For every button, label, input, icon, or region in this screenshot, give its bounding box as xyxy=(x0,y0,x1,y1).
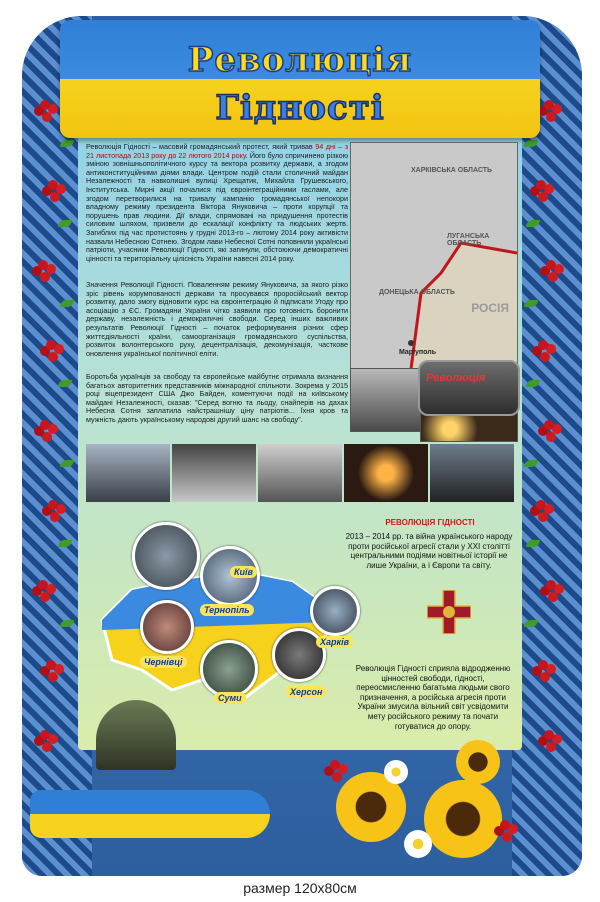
paragraph-intro: Революція Гідності – масовий громадянський протест, який тривав 94 дні – з 21 листопада 2013 року до 22 лютого 2014 року. Його було спричинено різкою зміною зовнішньополітичного курсу та вектора розвитку держави, а згодом антиконституційними діями влади. Центром подій стали столичний майдан Незалежності та навколишні вулиці Хрещатик, Михайла Грушевського, Інститутська. Мирні акції почалися під євроінтеграційними гаслами, але згодом перетворилися на тривалу кампанію громадянської непокори владному режиму президента Віктора Януковича – проти корупції та порушень прав людини. Дії влади, спрямовані на придушення протестів силовим шляхом, призвели до ескалації конфлікту та людських жертв. Загиблих під час протистоянь у грудні 2013-го – лютому 2014 року активісти назвали Небесною Сотнею. Згодом лави Небесної Сотні поповнили українські патріоти, учасники Революції Гідності, які загинули, обстоюючи демократичні цінності та територіальну цілісність України навесні 2014 року. xyxy=(86,142,348,263)
city-label-kherson: Херсон xyxy=(286,686,326,698)
city-label-kyiv: Київ xyxy=(230,566,257,578)
map-frontline xyxy=(351,143,517,369)
paragraph-recognition: Боротьба українців за свободу та європейське майбутнє отримала визнання багатьох авторитетних представників міжнародної спільноти. Зокрема у 2015 році віцепрезидент США Джо Байден, коментуючи події на київському майдані Незалежності, сказав: "Серед вогню та льоду, снайперів на дахах Небесна Сотня заплатила найстрашнішу ціну патріотів... Їхня кров та мужність дають українському народові другий шанс на свободу". xyxy=(86,372,348,424)
title-line-1: Революція xyxy=(187,40,413,80)
soldier-image xyxy=(96,700,176,770)
city-label-chernivtsi: Чернівці xyxy=(140,656,187,668)
photo-circle-kharkiv xyxy=(310,586,360,636)
photo-circle-ternopil xyxy=(140,600,194,654)
photo-circle-crowd xyxy=(132,522,200,590)
map-label-mariupol: Маріуполь xyxy=(399,349,437,356)
maidan-photo xyxy=(350,368,422,432)
medal-label: Революція xyxy=(426,372,486,384)
city-label-ternopil: Тернопіль xyxy=(200,604,254,616)
photo-barricades xyxy=(258,444,342,502)
right-ornament-border xyxy=(512,16,582,876)
map-label-donetsk: ДОНЕЦЬКА ОБЛАСТЬ xyxy=(379,289,455,296)
photo-crowd xyxy=(86,444,170,502)
size-label: размер 120х80см xyxy=(243,880,357,896)
city-label-sumy: Суми xyxy=(214,692,246,704)
map-label-luhansk: ЛУГАНСЬКА ОБЛАСТЬ xyxy=(447,233,490,247)
revolution-text-1: 2013 – 2014 рр. та війна українського народу проти російської агресії стали у ХХІ столітті центральними подіями новітньої історії не лише України, а і Європи та світу. xyxy=(345,532,513,570)
paragraph-significance: Значення Революції Гідності. Поваленням режиму Януковича, за якого різко зріс рівень корумпованості держави та просувався проросійський вектор розвитку, дало змогу відновити курс на євроінтеграцію й підписати Угоду про асоціацію з ЄС. Громадяни України чітко заявили про готовність боронити державу, незалежність і демократичні свободи. Серед інших важливих результатів Революції Гідності – початок реформування різних сфер життєдіяльності країни, самоорганізація громадянського суспільства, розвиток волонтерського руху, децентралізація, декомунізація, часткове оновлення української політичної еліти. xyxy=(86,280,348,358)
photo-circle-sumy xyxy=(200,640,258,698)
title-line-2: Гідності xyxy=(215,88,385,128)
revolution-medal xyxy=(418,360,520,416)
bottom-ribbon xyxy=(30,790,270,838)
revolution-text-2: Революція Гідності сприяла відродженню цінностей свободи, гідності, переосмисленню багатьма людьми свого призначення, а російська агресія проти України змусила вільний світ усвідомити мету російського режиму та почати готуватися до опору. xyxy=(355,664,511,731)
photo-maidan-square xyxy=(172,444,256,502)
photo-smoke xyxy=(430,444,514,502)
map-label-kharkiv: ХАРКІВСЬКА ОБЛАСТЬ xyxy=(411,167,493,174)
military-cross-icon xyxy=(427,590,471,634)
east-ukraine-map xyxy=(350,142,518,370)
map-label-russia: РОСІЯ xyxy=(471,301,509,315)
city-label-kharkiv: Харків xyxy=(316,636,353,648)
revolution-heading: РЕВОЛЮЦІЯ ГІДНОСТІ xyxy=(385,518,475,527)
photo-fire xyxy=(344,444,428,502)
photo-strip xyxy=(86,444,514,502)
